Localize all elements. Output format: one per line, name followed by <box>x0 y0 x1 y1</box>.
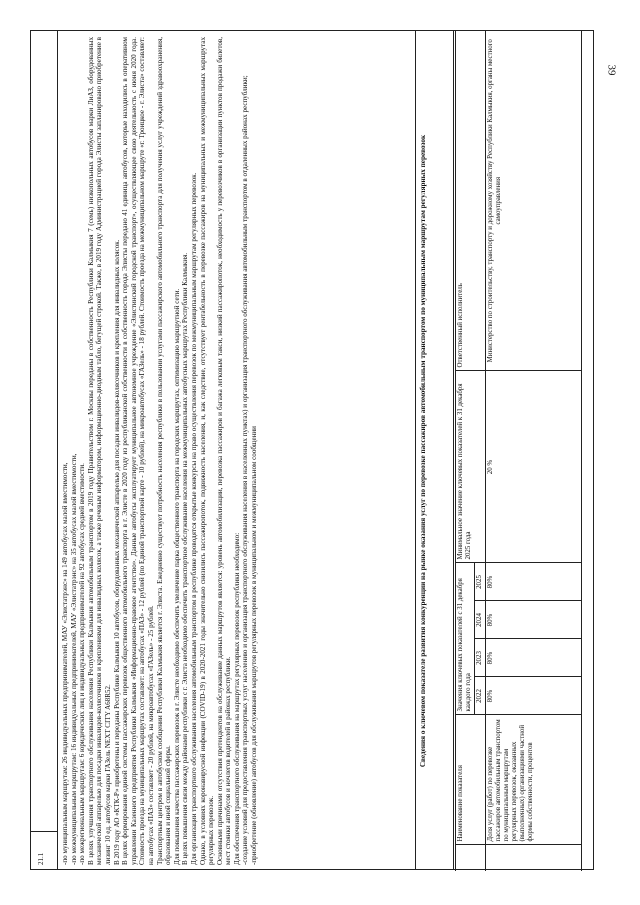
paragraph: В целях улучшения транспортного обслуживания населения Республики Калмыкия автомобильным транспортом в 2019 году Правительством г. Москвы переданы в собственность Республики Калмыкия 7 (семь) низкопольных автобусов марки ЛиАЗ, оборудованных механической аппарелью для посадки инвалидов-колясочников и креплениями для инвалидных колясок, а также речевым информатором, информационно-диодным табло, бегущей строкой. Также, в 2019 году Администрацией города Элисты запланировано приобретение в лизинг 10 ед. автобусов марки ГАЗель NEXT CITY A68R52. <box>86 37 112 865</box>
page-number: 39 <box>605 64 618 76</box>
kpi-title: Сведения о ключевом показателе развития конкуренции на рынке оказания услуг по перевозке пассажиров автомобильным транспортом по муниципальным маршрутам регулярных перевозок <box>419 134 427 768</box>
paragraph: Однако, в условиях коронавирусной инфекции (COVID-19) в 2020-2021 годы значительно снизились пассажиропоток, подвижность населения, и, как следствие, отсутствует рентабельность в перевозке пассажиров на муниципальных и межмуниципальных маршрутах регулярных перевозок. <box>198 37 216 865</box>
executor: Министерство по строительству, транспорту и дорожному хозяйству Республики Калмыкия, органы местного самоуправления <box>486 31 582 371</box>
header-min: Минимальное значение ключевых показателей к 31 декабря 2025 года <box>456 371 486 563</box>
paragraph: Для организации транспортного обслуживания населения автомобильным транспортом в республике проводятся открытые конкурсы на право осуществления перевозок по межмуниципальным маршрутам регулярных перевозок. <box>189 172 198 865</box>
paragraph: В 2019 году АО «КТК-Р» приобретены и переданы Республике Калмыкия 10 автобусов, оборудованных механической аппарелью для посадки инвалидов-колясочников и крепления для инвалидных колясок. <box>112 239 121 865</box>
year-2025: 2025 <box>475 563 486 601</box>
section-number: 21.1 <box>37 852 45 865</box>
value-2025: 80% <box>486 563 582 601</box>
paragraph: -по муниципальным маршрутам: 26 индивидуальных предпринимателей, МАУ «Элистатрэнс» на 149 автобусах малой вместимости, <box>61 462 69 865</box>
document-frame <box>30 30 594 870</box>
table-blank-cell <box>456 845 486 871</box>
min-value: 20 % <box>486 371 582 563</box>
paragraph: Транспортным центром в автобусном сообщении Республики Калмыкия является г. Элиста. Ежедневно существует потребность населения республики в пользовании услугами пассажирского автомобильного транспорта для получения услуг учреждений здравоохранения, образования и иной социальной сферы. <box>155 37 173 865</box>
value-2022: 80% <box>486 677 582 715</box>
paragraph: В целях формирования единой системы пассажирских перевозок общественного автомобильного транспорта в г. Элисте в 2020 году из республиканской собственности в собственность города Элисты передано 41 единица автобусов, которые находились в оперативном управлении Казенного предприятия Республики Калмыкия «Информационно-правовое агентство». Данные автобусы эксплуатирует муниципальное автономное учреждение «Элистинский городской транспорт», осуществляющее свою деятельность с июня 2020 года. Стоимость проезда на муниципальных маршрутах составляет: на автобусах «ПАЗ» - 12 рублей (по Единой транспортной карте - 10 рублей), на микроавтобусах «ГАЗель» - 18 рублей. Стоимость проезда на межмуниципальном маршруте «г. Троицкое - г. Элиста» составляет: на автобусах «ПАЗ» составляет - 20 рублей, на микроавтобусах «ГАЗель» - 25 рублей. <box>121 37 155 865</box>
year-2024: 2024 <box>475 601 486 639</box>
indicator-name: Доля услуг (работ) по перевозке пассажиров автомобильным транспортом по муниципальным маршрутам регулярных перевозок, оказанных (выполненных) организациями частной формы собственности, процентов <box>486 715 582 845</box>
header-exec: Ответственный исполнитель <box>456 31 486 371</box>
paragraph: -по межмуниципальным маршрутам: 16 индивидуальных предпринимателей, МАУ «Элистатрэнс» на 35 автобусах малой вместимости, <box>69 453 78 865</box>
paragraph: -по межрегиональным маршрутам: 6 юридических лиц и индивидуальных предпринимателей на 92 автобусах средней вместимости. <box>78 463 87 865</box>
kpi-table <box>455 31 582 871</box>
value-2023: 80% <box>486 639 582 677</box>
paragraph: Для обеспечения транспортного обслуживания на маршрутах регулярных перевозок республики необходимо: <box>232 532 241 865</box>
table-blank-cell <box>486 845 582 871</box>
paragraph: В целях повышения связи между районами республики с г. Элиста необходимо обеспечить транспортное обслуживание населения на межмуниципальных автобусных маршрутах Республики Калмыкия. <box>181 252 190 865</box>
header-values: Значения ключевых показателей с 31 декабря каждого года <box>456 563 475 715</box>
table-row <box>486 31 582 871</box>
table-header-row <box>456 31 475 871</box>
year-2023: 2023 <box>475 639 486 677</box>
header-indicator: Наименование показателя <box>456 715 486 845</box>
value-2024: 80% <box>486 601 582 639</box>
paragraph: -создание условий для предоставления транспортных услуг населению и организация транспортного обслуживания населения в населенных пунктах) и организация транспортного обслуживания автомобильным транспортом в отдаленных районах республики; <box>241 75 250 865</box>
body-text <box>61 37 259 865</box>
year-2022: 2022 <box>475 677 486 715</box>
paragraph: Для повышения качества пассажирских перевозок в г. Элисте необходимо обеспечить увеличение парка общественного транспорта на городских маршрутах, оптимизацию маршрутной сети. <box>172 288 181 865</box>
rotated-content <box>31 31 595 871</box>
paragraph: Основными причинами отсутствия претендентов на обслуживание данных маршрутов является: уровень автомобилизации, перевозка пассажиров и багажа легковым такси, низкий пассажиропоток, необходимость у перевозчиков в организации пунктов продажи билетов, мест стоянки автобусов и ночлегов водителей в районах республики. <box>215 37 233 865</box>
paragraph: -приобретение (обновление) автобусов для обслуживания маршрутов регулярных перевозок в муниципальном и межмуниципальном сообщении <box>250 426 259 865</box>
